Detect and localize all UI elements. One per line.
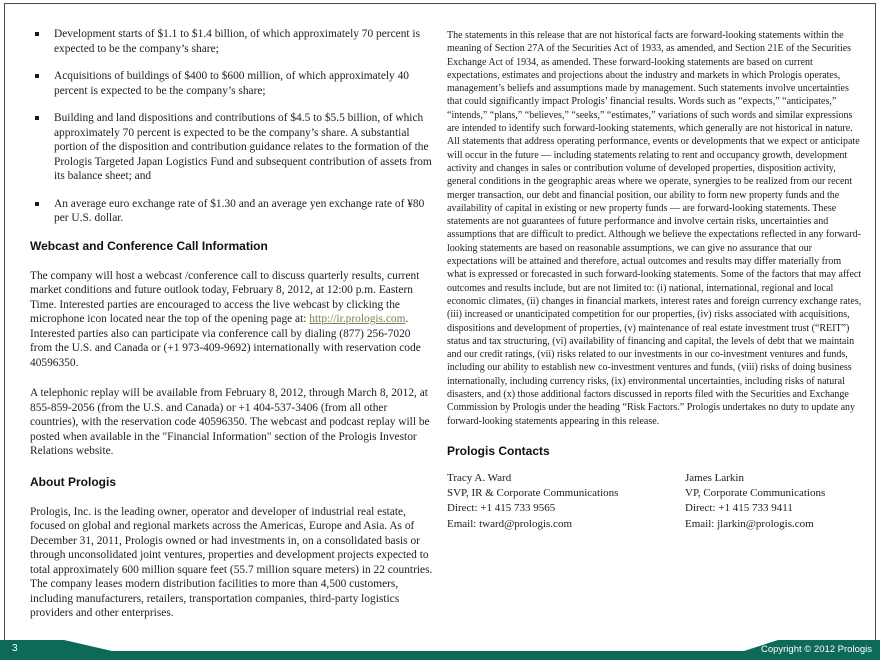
contacts-heading: Prologis Contacts <box>447 443 550 458</box>
bullet-item <box>30 27 434 56</box>
bullet-text: Acquisitions of buildings of $400 to $600 million, of which approximately 40 percent is expected to be the company’s share; <box>54 70 409 97</box>
contact-email: Email: tward@prologis.com <box>447 517 572 530</box>
bullet-item <box>30 197 434 226</box>
webcast-paragraph-after-link: . Interested parties also can participate via conference call by dialing (877) 256-7020 from the U.S. and Canada or (+1 973-409-9692) internationally with reservation code 40596350. <box>30 313 421 369</box>
footer-bar <box>0 651 880 660</box>
contact-card <box>447 471 685 532</box>
bullet-item <box>30 111 434 184</box>
bullet-item <box>30 69 434 98</box>
contact-name: James Larkin <box>685 471 744 484</box>
contact-direct-phone: Direct: +1 415 733 9411 <box>685 502 793 515</box>
bullet-text: An average euro exchange rate of $1.30 and an average yen exchange rate of ¥80 per U.S. dollar. <box>54 197 425 224</box>
contact-name: Tracy A. Ward <box>447 471 512 484</box>
contact-email: Email: jlarkin@prologis.com <box>685 517 814 530</box>
contact-direct-phone: Direct: +1 415 733 9565 <box>447 502 556 515</box>
webcast-paragraph-before-link: The company will host a webcast /conference call to discuss quarterly results, current market conditions and future outlook today, February 8, 2012, at 12:00 p.m. Eastern Time. Interested parties are encouraged to access the live webcast by clicking the microphone icon located near the top of the opening page at: <box>30 269 420 325</box>
guidance-bullet-list <box>30 27 434 226</box>
contact-card <box>685 471 863 532</box>
bullet-text: Development starts of $1.1 to $1.4 billion, of which approximately 70 percent is expected to be the company’s share; <box>54 28 421 55</box>
replay-paragraph: A telephonic replay will be available from February 8, 2012, through March 8, 2012, at 855-859-2056 (from the U.S. and Canada) or +1 404-537-3406 (from all other countries), with the reservation code 40596350. The webcast and podcast replay will be posted when available in the "Financial Information" section of the Prologis Investor Relations website. <box>30 387 430 457</box>
copyright-text: Copyright © 2012 Prologis <box>760 644 872 655</box>
right-column <box>447 29 863 532</box>
contact-title: SVP, IR & Corporate Communications <box>447 487 619 500</box>
webcast-heading: Webcast and Conference Call Information <box>30 238 268 253</box>
investor-relations-link[interactable]: http://ir.prologis.com <box>309 313 406 325</box>
webcast-paragraph <box>30 269 434 371</box>
left-column <box>30 27 434 637</box>
contacts-row <box>447 471 863 532</box>
about-heading: About Prologis <box>30 474 116 489</box>
about-paragraph: Prologis, Inc. is the leading owner, operator and developer of industrial real estate, focused on global and regional markets across the Americas, Europe and Asia. As of December 31, 2011, Prologis owned or had investments in, on a consolidated basis or through unconsolidated joint ventures, properties and development projects expected to total approximately 600 million square feet (55.7 million square meters) in 22 countries. The company leases modern distribution facilities to more than 4,500 customers, including manufacturers, retailers, transportation companies, third-party logistics providers and other enterprises. <box>30 505 433 619</box>
square-bullet-icon <box>35 116 39 120</box>
forward-looking-statements: The statements in this release that are not historical facts are forward-looking statements within the meaning of Section 27A of the Securities Act of 1933, as amended, and Section 21E of the Securities Exchange Act of 1934, as amended. These forward-looking statements are based on current expectations, estimates and projections about the industry and markets in which Prologis operates, management’s beliefs and assumptions made by management. Such statements involve uncertainties that could significantly impact Prologis’ financial results. Words such as “expects,” “anticipates,” “intends,” “plans,” “believes,” “seeks,” “estimates,” variations of such words and similar expressions are intended to identify such forward-looking statements, which generally are not historical in nature. All statements that address operating performance, events or developments that we expect or anticipate will occur in the future — including statements relating to rent and occupancy growth, development activity and changes in sales or contribution volume of developed properties, disposition activity, general conditions in the geographic areas where we operate, synergies to be realized from our recent merger transaction, our debt and financial position, our ability to form new property funds and the availability of capital in existing or new property funds — are forward-looking statements. These statements are not guarantees of future performance and involve certain risks, uncertainties and assumptions that are difficult to predict. Although we believe the expectations reflected in any forward-looking statements are based on reasonable assumptions, we can give no assurance that our expectations will be attained and therefore, actual outcomes and results may differ materially from what is expressed or forecasted in such forward-looking statements. Some of the factors that may affect outcomes and results include, but are not limited to: (i) national, international, regional and local economic climates, (ii) changes in financial markets, interest rates and foreign currency exchange rates, (iii) increased or unanticipated competition for our properties, (iv) risks associated with acquisitions, dispositions and development of properties, (v) maintenance of real estate investment trust (“REIT”) status and tax structuring, (vi) availability of financing and capital, the levels of debt that we maintain and our credit ratings, (vii) risks related to our investments in our co-investment ventures and funds, including our ability to establish new co-investment ventures and funds, (viii) risks of doing business internationally, including currency risks, (ix) environmental uncertainties, including risks of natural disasters, and (x) those additional factors discussed in reports filed with the Securities and Exchange Commission by Prologis under the heading “Risk Factors.” Prologis undertakes no duty to update any forward-looking statements appearing in this release. <box>447 30 862 427</box>
square-bullet-icon <box>35 74 39 78</box>
square-bullet-icon <box>35 202 39 206</box>
bullet-text: Building and land dispositions and contributions of $4.5 to $5.5 billion, of which approximately 70 percent is expected to be the company’s share. A substantial portion of the disposition and contribution guidance relates to the formation of the Prologis Targeted Japan Logistics Fund and subsequent contribution of assets from its balance sheet; and <box>54 112 432 182</box>
contact-title: VP, Corporate Communications <box>685 487 826 500</box>
page-number: 3 <box>12 643 18 654</box>
square-bullet-icon <box>35 32 39 36</box>
